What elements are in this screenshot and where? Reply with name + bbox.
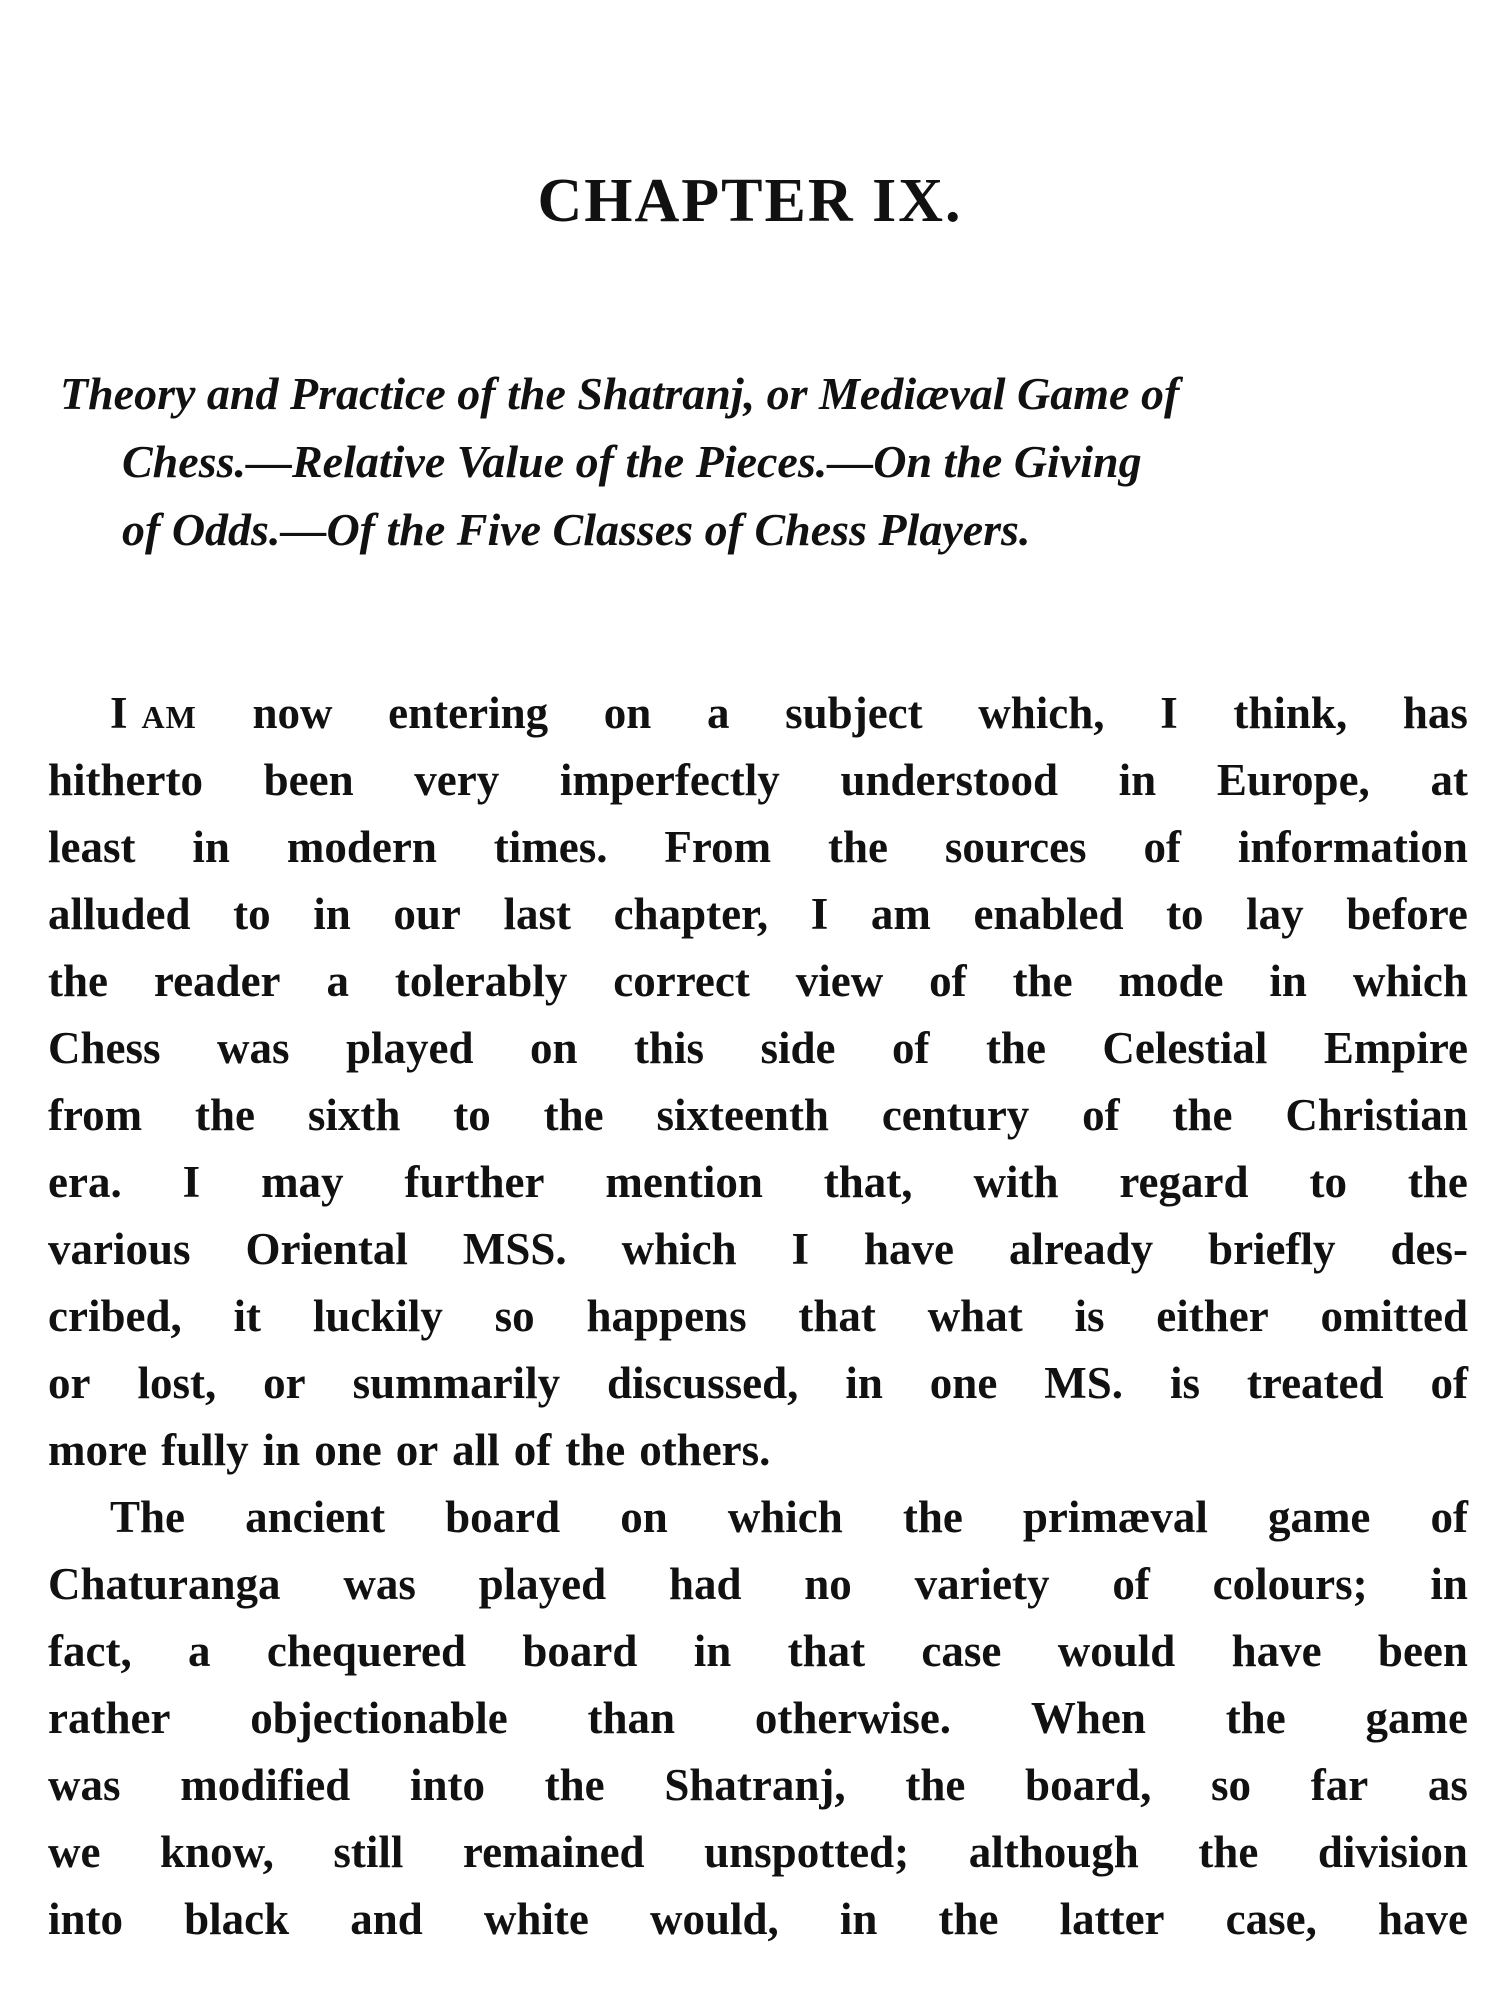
word: which, [978,688,1105,738]
word: side [760,1023,836,1073]
word: of [513,1425,552,1475]
word: of [1430,1358,1468,1408]
word: treated [1246,1358,1384,1408]
word: others. [639,1425,771,1475]
word: still [333,1827,404,1877]
chapter-heading: CHAPTER IX. [537,167,963,235]
smallcaps-word: am [141,688,197,738]
word: sixteenth [656,1090,829,1140]
word: into [48,1894,124,1944]
word: century [881,1090,1030,1140]
word: in [1269,956,1307,1006]
word: into [409,1760,485,1810]
word: enabled [973,889,1124,939]
word: board [445,1492,561,1542]
word: on [529,1023,578,1073]
word: times. [493,822,608,872]
paragraph-1-line [48,948,1468,1015]
word: as [1427,1760,1468,1810]
word: that [787,1626,866,1676]
paragraph-1-line [48,1216,1468,1283]
word: may [261,1157,344,1207]
word: is [1074,1291,1105,1341]
word: to [1166,889,1204,939]
word: the [1225,1693,1286,1743]
word: tolerably [394,956,568,1006]
word: although [968,1827,1139,1877]
word: Chess [48,1023,161,1073]
paragraph-1-line [48,747,1468,814]
word: omitted [1320,1291,1468,1341]
word: or [263,1358,306,1408]
synopsis-line: Theory and Practice of the Shatranj, or Mediæval Game of [60,368,1180,419]
word: alluded [48,889,191,939]
word: so [494,1291,535,1341]
paragraph-1-line [48,1417,1468,1484]
paragraph-2-line [48,1484,1468,1551]
paragraph-1-line [48,881,1468,948]
word: Celestial [1102,1023,1268,1073]
word: which [727,1492,843,1542]
synopsis-line: Chess.—Relative Value of the Pieces.—On the Giving [122,436,1142,487]
word: board, [1025,1760,1152,1810]
word: or [395,1425,439,1475]
word: modern [286,822,437,872]
word: in [693,1626,732,1676]
word: of [1082,1090,1120,1140]
word: a [188,1626,211,1676]
word: now [252,688,333,738]
word: is [1169,1358,1200,1408]
word: correct [613,956,750,1006]
word: information [1237,822,1468,872]
word: division [1317,1827,1468,1877]
word: been [1377,1626,1468,1676]
word: colours; [1212,1559,1368,1609]
word: to [1309,1157,1347,1207]
word: I [791,1224,810,1274]
paragraph-2-line [48,1819,1468,1886]
word: than [587,1693,676,1743]
word: the [543,1090,604,1140]
paragraph-1-line [48,1350,1468,1417]
word: case [921,1626,1002,1676]
word: played [478,1559,607,1609]
word: the [827,822,888,872]
word: at [1430,755,1468,805]
word: far [1310,1760,1369,1810]
word: des- [1390,1224,1468,1274]
word: fully [161,1425,249,1475]
word: fact, [48,1626,132,1676]
drop-word: I [110,688,128,738]
word: the [1012,956,1073,1006]
word: in [262,1425,301,1475]
word: of [1430,1492,1468,1542]
word: no [804,1559,852,1609]
word: the [985,1023,1046,1073]
word: have [1377,1894,1468,1944]
word: the [48,956,108,1006]
word: cribed, [48,1291,182,1341]
word: the [905,1760,966,1810]
word: of [929,956,967,1006]
word: From [664,822,772,872]
word: era. [48,1157,122,1207]
word: luckily [312,1291,443,1341]
paragraph-1-line [48,1149,1468,1216]
word: I [1160,688,1178,738]
word: which [621,1224,737,1274]
word: of [891,1023,930,1073]
word: case, [1225,1894,1317,1944]
word: regard [1119,1157,1249,1207]
word: so [1211,1760,1252,1810]
word: The [110,1492,186,1542]
paragraph-1-line [48,1082,1468,1149]
word: primæval [1022,1492,1208,1542]
word: sources [944,822,1087,872]
word: ancient [245,1492,386,1542]
word: a [706,688,730,738]
word: this [633,1023,705,1073]
word: the [1407,1157,1468,1207]
word: understood [840,755,1059,805]
word: of [1143,822,1181,872]
word: was [217,1023,290,1073]
word: would [1057,1626,1176,1676]
word: Empire [1323,1023,1468,1073]
word: least [48,822,136,872]
word: with [973,1157,1059,1207]
paragraph-1-line [48,814,1468,881]
word: Shatranj, [664,1760,846,1810]
word: Christian [1285,1090,1468,1140]
word: that [798,1291,876,1341]
paragraph-2-line [48,1551,1468,1618]
paragraph-1-line [48,680,1468,747]
word: have [1231,1626,1322,1676]
word: on [620,1492,668,1542]
word: last [503,889,571,939]
word: Oriental [245,1224,408,1274]
word: we [48,1827,101,1877]
word: in [1430,1559,1468,1609]
word: in [192,822,230,872]
word: various [48,1224,191,1274]
word: it [233,1291,262,1341]
word: I [810,889,829,939]
word: modified [180,1760,351,1810]
word: very [414,755,500,805]
word: either [1156,1291,1269,1341]
paragraph-1-line [48,1283,1468,1350]
paragraph-2-line [48,1886,1468,1953]
word: Europe, [1216,755,1370,805]
word: unspotted; [704,1827,910,1877]
word: from [48,1090,143,1140]
word: the [938,1894,999,1944]
word: would, [649,1894,779,1944]
word: before [1346,889,1468,939]
word: subject [785,688,923,738]
paragraph-2-line [48,1618,1468,1685]
word: black [184,1894,290,1944]
synopsis-line: of Odds.—Of the Five Classes of Chess Players. [122,504,1031,555]
word: what [927,1291,1023,1341]
word: of [1112,1559,1150,1609]
word: MSS. [462,1224,567,1274]
word: and [350,1894,423,1944]
word: MS. [1044,1358,1123,1408]
word: know, [160,1827,274,1877]
word: one [929,1358,998,1408]
word: lost, [137,1358,217,1408]
word: that, [823,1157,913,1207]
word: briefly [1208,1224,1336,1274]
word: been [263,755,354,805]
paragraph-2-line [48,1685,1468,1752]
word: on [603,688,652,738]
word: white [483,1894,589,1944]
word: happens [586,1291,747,1341]
word: which [1352,956,1468,1006]
word: objectionable [250,1693,508,1743]
word: one [314,1425,382,1475]
paragraph-2-line [48,1752,1468,1819]
word: lay [1246,889,1304,939]
word: to [453,1090,491,1140]
word: otherwise. [754,1693,952,1743]
word: in [845,1358,883,1408]
body-text [48,680,1468,1953]
paragraph-1-opening [110,680,197,747]
word: a [326,956,349,1006]
word: the [1198,1827,1259,1877]
word: had [668,1559,742,1609]
word: sixth [307,1090,401,1140]
word: discussed, [607,1358,799,1408]
word: remained [462,1827,645,1877]
word: further [404,1157,545,1207]
word: in [313,889,351,939]
word: more [48,1425,148,1475]
word: hitherto [48,755,203,805]
word: has [1402,688,1468,738]
word: was [343,1559,416,1609]
word: board [522,1626,638,1676]
word: When [1030,1693,1146,1743]
word: Chaturanga [48,1559,281,1609]
word: or [48,1358,91,1408]
word: imperfectly [559,755,780,805]
word: already [1008,1224,1154,1274]
word: think, [1233,688,1348,738]
word: I [182,1157,201,1207]
word: game [1365,1693,1468,1743]
word: all [452,1425,500,1475]
word: the [565,1425,626,1475]
word: chapter, [613,889,769,939]
word: the [902,1492,963,1542]
word: variety [914,1559,1050,1609]
word: mention [605,1157,763,1207]
word: have [864,1224,954,1274]
word: am [870,889,931,939]
word: was [48,1760,121,1810]
word: chequered [266,1626,467,1676]
word: view [795,956,884,1006]
word: played [345,1023,474,1073]
word: reader [153,956,281,1006]
paragraph-1-line [48,1015,1468,1082]
word: rather [48,1693,171,1743]
word: to [233,889,271,939]
word: game [1267,1492,1371,1542]
word: the [1172,1090,1233,1140]
word: our [393,889,461,939]
chapter-synopsis [60,360,1460,564]
word: entering [388,688,549,738]
word: summarily [352,1358,561,1408]
word: the [195,1090,255,1140]
word: in [839,1894,878,1944]
word: the [544,1760,605,1810]
word: latter [1059,1894,1165,1944]
word: in [1118,755,1157,805]
word: mode [1118,956,1224,1006]
